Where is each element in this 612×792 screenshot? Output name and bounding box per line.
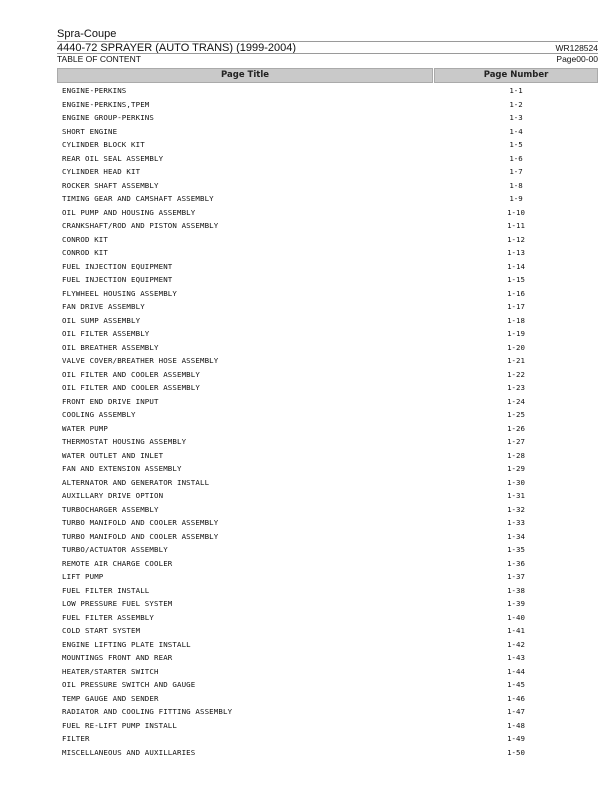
table-header — [57, 68, 598, 83]
table-row — [0, 85, 612, 99]
table-row — [0, 355, 612, 369]
row-page-number: 1-16 — [507, 288, 525, 298]
row-page-title: LOW PRESSURE FUEL SYSTEM — [62, 599, 173, 608]
row-page-number: 1-4 — [509, 126, 523, 136]
row-page-title: MISCELLANEOUS AND AUXILLARIES — [62, 747, 196, 757]
table-row — [0, 301, 612, 315]
row-page-title: FAN AND EXTENSION ASSEMBLY — [62, 464, 182, 473]
section-label: TABLE OF CONTENT — [57, 54, 141, 64]
row-page-number: 1-36 — [507, 558, 525, 568]
row-page-title: AUXILLARY DRIVE OPTION — [62, 491, 164, 500]
row-page-title: ENGINE LIFTING PLATE INSTALL — [62, 639, 191, 649]
table-row — [0, 396, 612, 410]
document-title: 4440-72 SPRAYER (AUTO TRANS) (1999-2004) — [57, 42, 297, 54]
row-page-number: 1-1 — [509, 86, 523, 95]
table-row — [0, 679, 612, 693]
row-page-title: FUEL INJECTION EQUIPMENT — [62, 275, 173, 284]
table-row — [0, 126, 612, 140]
row-page-title: ENGINE-PERKINS,TPEM — [62, 99, 150, 109]
table-row — [0, 261, 612, 275]
table-row — [0, 531, 612, 545]
row-page-number: 1-5 — [509, 140, 523, 149]
row-page-number: 1-12 — [507, 234, 525, 244]
row-page-number: 1-7 — [509, 167, 523, 176]
row-page-number: 1-38 — [507, 585, 525, 595]
table-row — [0, 382, 612, 396]
row-page-number: 1-10 — [507, 207, 525, 217]
row-page-number: 1-17 — [507, 302, 525, 311]
table-row — [0, 585, 612, 599]
row-page-number: 1-23 — [507, 383, 525, 392]
row-page-number: 1-14 — [507, 261, 525, 271]
row-page-title: OIL FILTER AND COOLER ASSEMBLY — [62, 383, 200, 392]
row-page-title: TEMP GAUGE AND SENDER — [62, 693, 159, 703]
page-reference: Page00-00 — [556, 54, 598, 64]
row-page-title: FUEL FILTER INSTALL — [62, 585, 150, 595]
row-page-title: CYLINDER HEAD KIT — [62, 167, 141, 176]
table-row — [0, 504, 612, 518]
row-page-title: FILTER — [62, 734, 90, 743]
table-row — [0, 747, 612, 761]
table-row — [0, 234, 612, 248]
table-row — [0, 274, 612, 288]
row-page-number: 1-6 — [509, 153, 523, 163]
row-page-number: 1-46 — [507, 693, 525, 703]
toc-table-body — [0, 85, 612, 760]
row-page-number: 1-8 — [509, 180, 523, 190]
table-row — [0, 625, 612, 639]
row-page-number: 1-48 — [507, 720, 525, 730]
table-row — [0, 477, 612, 491]
row-page-number: 1-24 — [507, 396, 525, 406]
table-row — [0, 639, 612, 653]
row-page-number: 1-42 — [507, 639, 525, 649]
row-page-number: 1-31 — [507, 491, 525, 500]
row-page-title: TURBO/ACTUATOR ASSEMBLY — [62, 545, 168, 554]
row-page-title: ALTERNATOR AND GENERATOR INSTALL — [62, 477, 210, 487]
row-page-title: FRONT END DRIVE INPUT — [62, 396, 159, 406]
row-page-number: 1-11 — [507, 221, 525, 230]
row-page-number: 1-43 — [507, 653, 525, 662]
table-row — [0, 598, 612, 612]
row-page-number: 1-15 — [507, 275, 525, 284]
row-page-number: 1-13 — [507, 248, 525, 257]
row-page-title: OIL PUMP AND HOUSING ASSEMBLY — [62, 207, 196, 217]
table-row — [0, 666, 612, 680]
row-page-title: RADIATOR AND COOLING FITTING ASSEMBLY — [62, 707, 233, 716]
column-header-page-title: Page Title — [57, 68, 433, 83]
table-row — [0, 544, 612, 558]
row-page-title: FUEL RE-LIFT PUMP INSTALL — [62, 720, 177, 730]
column-header-page-number: Page Number — [434, 68, 598, 83]
row-page-title: SHORT ENGINE — [62, 126, 118, 136]
row-page-title: MOUNTINGS FRONT AND REAR — [62, 653, 173, 662]
table-row — [0, 112, 612, 126]
row-page-number: 1-30 — [507, 477, 525, 487]
table-row — [0, 180, 612, 194]
row-page-number: 1-39 — [507, 599, 525, 608]
row-page-title: ENGINE-PERKINS — [62, 86, 127, 95]
row-page-title: OIL SUMP ASSEMBLY — [62, 315, 141, 325]
table-row — [0, 720, 612, 734]
row-page-number: 1-28 — [507, 450, 525, 460]
table-row — [0, 733, 612, 747]
table-row — [0, 423, 612, 437]
row-page-title: WATER OUTLET AND INLET — [62, 450, 164, 460]
row-page-number: 1-32 — [507, 504, 525, 514]
row-page-title: ROCKER SHAFT ASSEMBLY — [62, 180, 159, 190]
row-page-title: OIL FILTER AND COOLER ASSEMBLY — [62, 369, 200, 379]
table-row — [0, 193, 612, 207]
table-row — [0, 207, 612, 221]
row-page-number: 1-41 — [507, 626, 525, 635]
row-page-title: TIMING GEAR AND CAMSHAFT ASSEMBLY — [62, 194, 214, 203]
row-page-number: 1-26 — [507, 423, 525, 433]
row-page-title: VALVE COVER/BREATHER HOSE ASSEMBLY — [62, 356, 219, 365]
table-row — [0, 490, 612, 504]
table-row — [0, 220, 612, 234]
table-row — [0, 409, 612, 423]
table-row — [0, 99, 612, 113]
table-row — [0, 315, 612, 329]
row-page-title: OIL FILTER ASSEMBLY — [62, 329, 150, 338]
table-row — [0, 652, 612, 666]
table-row — [0, 571, 612, 585]
table-row — [0, 706, 612, 720]
row-page-number: 1-37 — [507, 572, 525, 581]
row-page-number: 1-9 — [509, 194, 523, 203]
row-page-title: FUEL FILTER ASSEMBLY — [62, 612, 154, 622]
row-page-title: CONROD KIT — [62, 248, 108, 257]
document-id: WR128524 — [555, 43, 598, 53]
table-row — [0, 328, 612, 342]
row-page-title: TURBOCHARGER ASSEMBLY — [62, 504, 159, 514]
row-page-number: 1-50 — [507, 747, 525, 757]
row-page-title: FAN DRIVE ASSEMBLY — [62, 302, 145, 311]
table-row — [0, 436, 612, 450]
row-page-number: 1-20 — [507, 342, 525, 352]
row-page-number: 1-44 — [507, 666, 525, 676]
row-page-title: COOLING ASSEMBLY — [62, 410, 136, 419]
table-row — [0, 166, 612, 180]
row-page-number: 1-2 — [509, 99, 523, 109]
row-page-number: 1-18 — [507, 315, 525, 325]
brand-name: Spra-Coupe — [57, 28, 117, 40]
row-page-number: 1-3 — [509, 113, 523, 122]
table-row — [0, 342, 612, 356]
row-page-title: THERMOSTAT HOUSING ASSEMBLY — [62, 437, 187, 446]
row-page-number: 1-40 — [507, 612, 525, 622]
row-page-number: 1-49 — [507, 734, 525, 743]
table-row — [0, 247, 612, 261]
row-page-title: ENGINE GROUP-PERKINS — [62, 113, 154, 122]
row-page-title: REAR OIL SEAL ASSEMBLY — [62, 153, 164, 163]
table-row — [0, 693, 612, 707]
row-page-title: OIL BREATHER ASSEMBLY — [62, 342, 159, 352]
row-page-number: 1-47 — [507, 707, 525, 716]
table-row — [0, 612, 612, 626]
row-page-number: 1-21 — [507, 356, 525, 365]
table-row — [0, 558, 612, 572]
row-page-number: 1-22 — [507, 369, 525, 379]
table-row — [0, 517, 612, 531]
row-page-number: 1-45 — [507, 680, 525, 689]
row-page-number: 1-27 — [507, 437, 525, 446]
row-page-title: OIL PRESSURE SWITCH AND GAUGE — [62, 680, 196, 689]
table-row — [0, 369, 612, 383]
row-page-title: WATER PUMP — [62, 423, 108, 433]
row-page-number: 1-35 — [507, 545, 525, 554]
row-page-number: 1-25 — [507, 410, 525, 419]
table-row — [0, 288, 612, 302]
table-row — [0, 463, 612, 477]
row-page-title: FUEL INJECTION EQUIPMENT — [62, 261, 173, 271]
row-page-number: 1-33 — [507, 518, 525, 527]
row-page-title: CYLINDER BLOCK KIT — [62, 140, 145, 149]
subtitle-row — [57, 53, 598, 65]
row-page-title: FLYWHEEL HOUSING ASSEMBLY — [62, 288, 177, 298]
row-page-title: TURBO MANIFOLD AND COOLER ASSEMBLY — [62, 531, 219, 541]
row-page-title: TURBO MANIFOLD AND COOLER ASSEMBLY — [62, 518, 219, 527]
table-row — [0, 139, 612, 153]
row-page-title: COLD START SYSTEM — [62, 626, 141, 635]
row-page-title: CONROD KIT — [62, 234, 108, 244]
table-row — [0, 153, 612, 167]
row-page-number: 1-34 — [507, 531, 525, 541]
row-page-number: 1-19 — [507, 329, 525, 338]
row-page-title: HEATER/STARTER SWITCH — [62, 666, 159, 676]
row-page-title: REMOTE AIR CHARGE COOLER — [62, 558, 173, 568]
table-row — [0, 450, 612, 464]
row-page-title: LIFT PUMP — [62, 572, 104, 581]
row-page-title: CRANKSHAFT/ROD AND PISTON ASSEMBLY — [62, 221, 219, 230]
row-page-number: 1-29 — [507, 464, 525, 473]
